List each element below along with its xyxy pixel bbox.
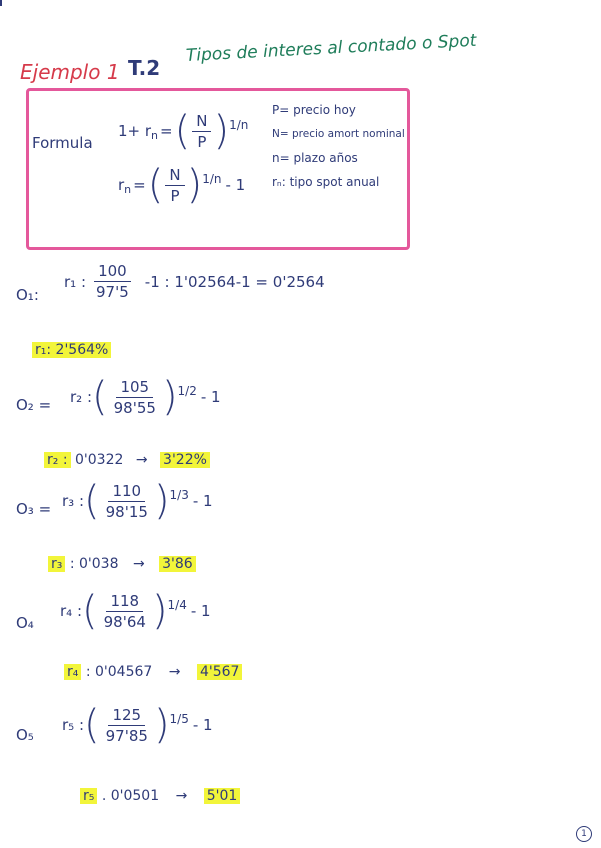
step2-numerator: 105: [116, 378, 153, 398]
step5-result-label: r₅: [80, 788, 97, 804]
title-tema: T.2: [128, 56, 161, 80]
formula-1-paren-open: (: [174, 108, 191, 154]
step4-result-value: : 0'04567: [85, 664, 153, 680]
step5-percent: 5'01: [204, 788, 241, 804]
step2-label: O₂ =: [16, 396, 52, 414]
step3-paren-open: (: [84, 478, 100, 524]
formula-2-numerator: N: [165, 166, 184, 186]
formula-1-numerator: N: [192, 112, 211, 132]
step5-result-value: . 0'0501: [101, 788, 160, 804]
step5-var: r₅ :: [62, 716, 85, 734]
step5-label: O₅: [16, 726, 34, 744]
step3-result: [48, 556, 196, 572]
step2-arrow-icon: →: [135, 452, 148, 468]
step1-var: r₁ :: [64, 272, 87, 291]
formula-label: Formula: [32, 134, 93, 152]
step2-denominator: 98'55: [113, 398, 156, 417]
step4-label: O₄: [16, 614, 34, 632]
step1-fraction: [92, 262, 133, 301]
step3-denominator: 98'15: [105, 502, 148, 521]
step4-var: r₄ :: [60, 602, 83, 620]
formula-1-exponent: 1/n: [229, 118, 249, 132]
step4-result-label: r₄: [64, 664, 81, 680]
step4-paren-close: ): [151, 588, 168, 634]
formula-2-lhs-sub: n: [124, 182, 132, 196]
formula-1-paren-close: ): [213, 108, 230, 154]
step2-exponent: 1/2: [177, 384, 197, 398]
step5-paren-open: (: [84, 702, 100, 748]
step2-paren-open: (: [92, 374, 108, 420]
step3-result-label: r₃: [48, 556, 65, 572]
step3-tail: - 1: [192, 492, 213, 510]
step5-tail: - 1: [192, 716, 213, 734]
corner-mark: [0, 0, 2, 6]
step4-percent: 4'567: [197, 664, 242, 680]
step3-exponent: 1/3: [169, 488, 189, 502]
step4-exponent: 1/4: [167, 598, 187, 612]
legend-tipo: rₙ: tipo spot anual: [272, 175, 380, 189]
formula-1-lhs-sub: n: [151, 128, 159, 142]
formula-2-fraction: [165, 166, 184, 205]
formula-2-denominator: P: [170, 186, 180, 205]
step1-tail: -1 : 1'02564-1 = 0'2564: [144, 272, 325, 291]
formula-2-exponent: 1/n: [202, 172, 222, 186]
formula-2-tail: - 1: [225, 176, 246, 194]
formula-1-lhs: 1+ r: [118, 122, 152, 140]
step4-equation: [60, 588, 211, 634]
step2-equation: [70, 374, 221, 420]
step4-result: [64, 664, 242, 680]
legend-n: N= precio amort nominal: [272, 128, 405, 140]
formula-2-paren-open: (: [147, 162, 164, 208]
step5-arrow-icon: →: [175, 788, 188, 804]
step4-arrow-icon: →: [168, 664, 181, 680]
legend-plazo: n= plazo años: [272, 151, 358, 165]
formula-1: 1+ r n = ( $\frac{N}{P}$ ) 1/n: [118, 108, 249, 154]
step3-numerator: 110: [108, 482, 145, 502]
step2-tail: - 1: [200, 388, 221, 406]
title-ejemplo: Ejemplo 1: [20, 60, 120, 84]
step2-fraction: [110, 378, 160, 417]
page-number: 1: [576, 826, 592, 842]
formula-legend: [272, 98, 405, 194]
step3-equation: [62, 478, 213, 524]
step2-result-label: r₂ :: [44, 452, 71, 468]
step5-paren-close: ): [153, 702, 170, 748]
step3-result-value: : 0'038: [69, 556, 119, 572]
step5-fraction: [102, 706, 152, 745]
step5-exponent: 1/5: [169, 712, 189, 726]
step4-numerator: 118: [106, 592, 143, 612]
legend-p: P= precio hoy: [272, 103, 356, 117]
step3-arrow-icon: →: [132, 556, 145, 572]
step3-percent: 3'86: [159, 556, 196, 572]
formula-1-denominator: P: [197, 132, 207, 151]
step3-var: r₃ :: [62, 492, 85, 510]
formula-1-fraction: [192, 112, 211, 151]
step2-percent: 3'22%: [160, 452, 210, 468]
title-subtitle: Tipos de interes al contado o Spot: [185, 30, 477, 66]
formula-2-lhs: r: [118, 176, 125, 194]
step4-paren-open: (: [82, 588, 98, 634]
step5-equation: [62, 702, 213, 748]
step3-label: O₃ =: [16, 500, 52, 518]
step3-paren-close: ): [153, 478, 170, 524]
step2-result: [44, 452, 210, 468]
step2-var: r₂ :: [70, 388, 93, 406]
step1-equation: [64, 262, 325, 301]
formula-2-eq: =: [133, 176, 146, 194]
step1-result-label: r₁: 2'564%: [32, 342, 111, 358]
step5-denominator: 97'85: [105, 726, 148, 745]
step1-denominator: 97'5: [96, 283, 129, 301]
step1-numerator: 100: [94, 262, 131, 282]
step2-paren-close: ): [161, 374, 178, 420]
formula-2: [118, 162, 245, 208]
formula-2-paren-close: ): [186, 162, 203, 208]
step3-fraction: [102, 482, 152, 521]
step4-tail: - 1: [190, 602, 211, 620]
step5-result: [80, 788, 240, 804]
step5-numerator: 125: [108, 706, 145, 726]
step1-result: [32, 342, 111, 358]
step2-result-value: 0'0322: [75, 452, 124, 468]
step1-label: O₁:: [16, 286, 39, 304]
step4-fraction: [100, 592, 150, 631]
step4-denominator: 98'64: [103, 612, 146, 631]
